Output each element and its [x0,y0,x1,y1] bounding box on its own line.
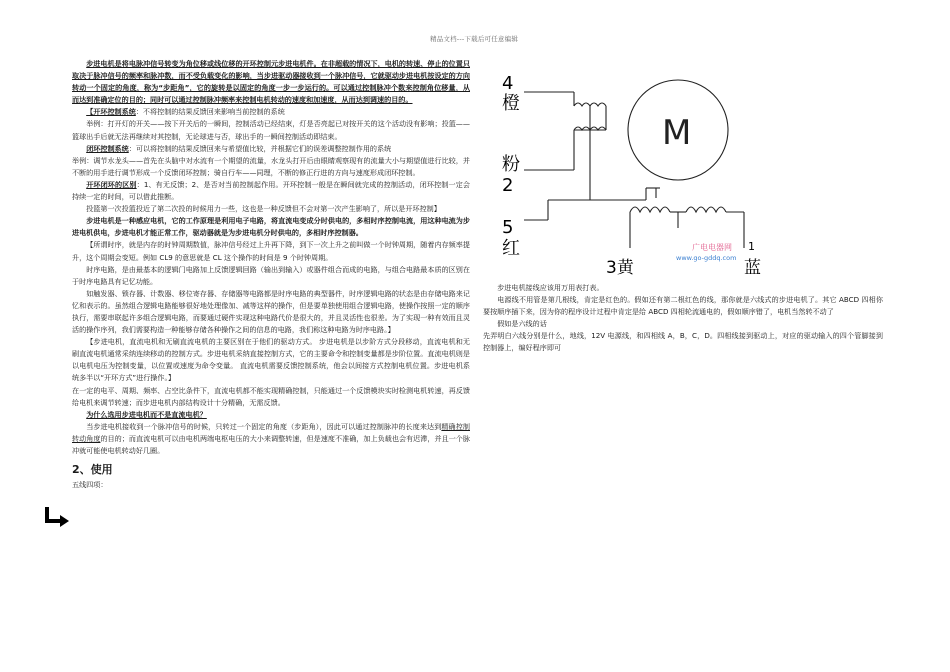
paragraph-why-answer [72,421,470,457]
paragraph-difference [72,179,470,203]
label-red: 红 [502,238,520,259]
why-answer-part2: 的目的；而直流电机可以由电机两端电枢电压的大小来调整转速，但是速度不准确，加上负载也会有迟滞，并且一个脉冲就可能使电机转动好几圈。 [72,433,471,455]
paragraph-six-wire: 假如是六线的话 [497,319,547,329]
paragraph-dc-control: 在一定的电平、周期、频率、占空比条件下，直流电机都不能实现精确控制，只能通过一个反馈模块实时检测电机转速，再反馈给电机来调节转速；而步进电机内部结构设计十分精确，无需反馈。 [72,385,470,407]
why-answer-part1: 当步进电机接收到一个脉冲信号的时候，只转过一个固定的角度（步距角），因此可以通过控制脉冲的长度来达到 [86,421,442,431]
label-pink: 粉 [502,154,520,175]
paragraph-multimeter: 步进电机接线应该用万用表打表。 [497,283,604,292]
watermark-url: www.go-gddq.com [676,254,737,262]
label-3-yellow: 3黄 [606,258,634,278]
paragraph-sequential-circuit: 时序电路，是由最基本的逻辑门电路加上反馈逻辑回路（输出到输入）或器件组合而成的电路，与组合电路最本质的区别在于时序电路具有记忆功能。 [72,264,470,286]
arrow-icon [44,505,72,529]
label-2: 2 [502,175,514,196]
open-loop-desc: ：不将控制的结果反馈回来影响当前控制的系统 [135,107,285,117]
open-loop-title: 【开环控制系统 [86,107,136,117]
paragraph-why-question: 为什么选用步进电机而不是直流电机？ [86,409,207,419]
difference-desc: ：1、有无反馈；2、是否对当前控制起作用。开环控制一般是在瞬间就完成的控制活动，闭环控制一定会持续一定的时间，可以借此推断。 [72,179,470,202]
label-blue: 蓝 [744,258,761,278]
page-header: 精品文档---下载后可任意编辑 [430,35,519,43]
paragraph-intro: 步进电机是将电脉冲信号转变为角位移或线位移的开环控制元步进电机件。在非超载的情况下，电机的转速、停止的位置只取决于脉冲信号的频率和脉冲数，而不受负载变化的影响，当步进驱动器接收到一个脉冲信号，它就驱动步进电机按设定的方向转动一个固定的角度，称为“步距角”，它的旋转是以固定的角度一步一步运行的。可以通过控制脉冲个数来控制角位移量，从而达到准确定位的目的；同时可以通过控制脉冲频率来控制电机转动的速度和加速度，从而达到调速的目的。 [72,59,470,105]
difference-title: 开环闭环的区别 [86,179,137,189]
paragraph-five-wire: 五线四项： [72,480,108,490]
paragraph-closed-loop-example: 举例：调节水龙头——首先在头脑中对水流有一个期望的流量，水龙头打开后由眼睛观察现有的流量大小与期望值进行比较，并不断的用手进行调节形成一个反馈闭环控制；骑自行车——同理，不断的修正行进的方向与速度形成闭环控制。 [72,155,470,177]
paragraph-basketball: 投篮第一次投篮投近了第二次投的时候用力一些，这也是一种反馈但不会对第一次产生影响了，所以是开环控制】 [86,204,441,214]
left-column [72,58,470,491]
watermark-text: 广电电器网 [692,243,732,252]
label-1: 1 [748,240,755,253]
closed-loop-title: 闭环控制系统 [86,143,129,153]
paragraph-open-loop-example: 举例：打开灯的开关——按下开关后的一瞬间，控制活动已经结束，灯是否亮起已对按开关的这个活动没有影响；投篮——篮球出手后就无法再继续对其控制，无论球进与否，球出手的一瞬间控制活动即结束。 [72,119,470,141]
stepper-wiring-diagram [496,70,786,282]
circuit-wires [524,80,744,248]
paragraph-motor-differences: 【步进电机，直流电机和无刷直流电机的主要区别在于他们的驱动方式。 步进电机是以步阶方式分段移动，直流电机和无刷直流电机通常采纳连续移动的控制方式。步进电机采纳直接控制方式，它的主要命令和控制变量都是步阶位置。直流电机则是以电机电压为控制变量，以位置或速度为命令变量。 直流电机需要反馈控制系统，他会以间接方式控制电机位置。步进电机系统多半以“开环方式”进行操作。】 [72,337,470,383]
right-column [483,282,883,355]
paragraph-sequential-devices: 如触发器、锁存器、计数器、移位寄存器、存储器等电路都是时序电路的典型器件，时序逻辑电路的状态是由存储电路来记忆和表示的。虽然组合逻辑电路能够很好地处理像加、减等这样的操作，但是要单独使用组合逻辑电路，使操作按照一定的顺序执行，需要串联起许多组合逻辑电路，而要通过硬件实现这种电路代价是很大的，并且灵活性也很差。为了实现一种有效而且灵活的操作序列，我们需要构造一种能够存储各种操作之间的信息的电路，我们称这种电路为时序电路。】 [72,288,470,335]
label-orange: 橙 [502,93,520,114]
paragraph-closed-loop [72,143,470,155]
paragraph-induction-motor: 步进电机是一种感应电机，它的工作原理是利用电子电路，将直流电变成分时供电的，多相时序控制电流，用这种电流为步进电机供电，步进电机才能正常工作，驱动器就是为步进电机分时供电的，多相时序控制器。 [72,216,470,238]
paragraph-power-wire: 电源线不用管是第几根线，肯定是红色的。假如还有第二根红色的线，那你就是六线式的步进电机了。其它 ABCD 四相你要按顺序插下来，因为你的程序设计过程中肯定是给 ABCD 四相轮流通电的，假如顺序错了，电机当然转不动了 [483,295,883,317]
closed-loop-desc: ：可以将控制的结果反馈回来与希望值比较，并根据它们的误差调整控制作用的系统 [128,143,392,153]
label-5: 5 [502,217,514,238]
label-4: 4 [502,73,514,94]
paragraph-six-wire-detail: 先弄明白六线分别是什么，地线，12V 电源线，和四相线 A，B，C，D。四相线接到驱动上，对应的驱动输入的四个管脚接到控制器上，编好程序即可 [483,331,883,353]
paragraph-open-loop [72,106,470,118]
why-answer-emph: 精确控制转动角度 [72,421,470,443]
motor-label: M [662,113,692,153]
paragraph-timing: 【所谓时序，就是内存的时钟周期数值，脉冲信号经过上升再下降，到下一次上升之前叫做一个时钟周期，随着内存频率提升，这个周期会变短。例如 CL9 的意思就是 CL 这个操作的时间是 9 个时钟周期。 [72,240,470,262]
section-heading-usage: 2、使用 [72,463,113,477]
